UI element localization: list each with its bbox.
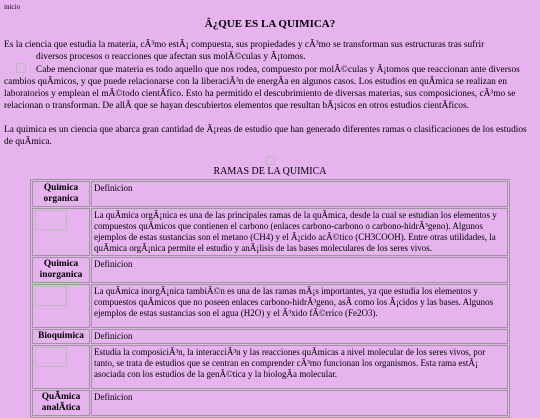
table-caption: RAMAS DE LA QUIMICA bbox=[213, 166, 327, 177]
top-nav bbox=[4, 3, 28, 11]
table-row bbox=[32, 345, 508, 389]
table-row bbox=[32, 257, 508, 283]
intro-line-1: Es la ciencia que estudia la materia, cÃ³mo estÃ¡ compuesta, sus propiedades y cÃ³mo se transforman sus estructuras tras sufrir bbox=[4, 40, 485, 50]
branch-image-cell bbox=[32, 208, 90, 256]
branch-name: Quimica organica bbox=[32, 181, 90, 207]
broken-image-icon bbox=[266, 156, 275, 165]
definition-text: La quÃmica orgÃ¡nica es una de las principales ramas de la quÃmica, desde la cual se estudian los elementos y compuestos quÃmicos que contienen el carbono (enlaces carbono-carbono o carbono-hidrÃ³geno). Algunos ejemplos de estas sustancias son el metano (CH4) y el Ã¡cido acÃ©tico (CH3COOH). Entre otras utilidades, la quÃmica orgÃ¡nica permite el estudio y anÃ¡lisis de las bases moleculares de los seres vivos. bbox=[91, 208, 508, 256]
materia-paragraph bbox=[4, 63, 534, 112]
branch-name: QuÃmica analÃtica bbox=[32, 390, 90, 416]
intro-line-2: diversos procesos o reacciones que afectan sus molÃ©culas y Ã¡tomos. bbox=[36, 52, 306, 62]
broken-image-icon bbox=[35, 286, 67, 306]
definition-label: Definicion bbox=[91, 181, 508, 207]
ramas-table bbox=[30, 179, 510, 418]
ramas-intro-paragraph: La quimica es un ciencia que abarca gran cantidad de Ã¡reas de estudio que han generado diferentes ramas o clasificaciones de los estudios de quÃmica. bbox=[4, 125, 527, 147]
intro-paragraph bbox=[4, 39, 534, 63]
broken-image-icon bbox=[35, 210, 67, 230]
table-row bbox=[32, 181, 508, 207]
broken-image-icon bbox=[16, 63, 26, 73]
nav-link-inicio[interactable]: inicio bbox=[4, 3, 20, 11]
table-row bbox=[32, 390, 508, 416]
branch-name: Bioquimica bbox=[32, 329, 90, 344]
table-row bbox=[32, 208, 508, 256]
definition-text: La quÃmica inorgÃ¡nica tambiÃ©n es una de las ramas mÃ¡s importantes, ya que estudia los elementos y compuestos quÃmicos que no poseen enlaces carbono-hidrÃ³geno, asÃ como los Ã¡cidos y las bases. Algunos ejemplos de estas sustancias son el agua (H2O) y el Ã³xido fÃ©rrico (Fe2O3). bbox=[91, 284, 508, 328]
definition-label: Definicion bbox=[91, 329, 508, 344]
branch-image-cell bbox=[32, 284, 90, 328]
page-title: Â¿QUE ES LA QUIMICA? bbox=[204, 18, 336, 30]
table-row bbox=[32, 284, 508, 328]
materia-text: Cabe mencionar que materia es todo aquello que nos rodea, compuesto por molÃ©culas y Ã¡tomos que reaccionan ante diversos cambios quÃmicos, y que puede relacionarse con la liberaciÃ³n de energÃa en algunos casos. Los estudios en quÃmica se realizan en laboratorios y emplean el mÃ©todo cientÃfico. Esto ha permitido el descubrimiento de diversas materias, sus composiciones, cÃ³mo se relacionan o transforman. De allÃ que se hayan descubiertos elementos que resultan bÃ¡sicos en otros estudios cientÃficos. bbox=[4, 65, 520, 111]
branch-name: Quimica inorganica bbox=[32, 257, 90, 283]
definition-label: Definicion bbox=[91, 390, 508, 416]
definition-label: Definicion bbox=[91, 257, 508, 283]
branch-image-cell bbox=[32, 345, 90, 389]
definition-text: Estudia la composiciÃ³n, la interacciÃ³n y las reacciones quÃmicas a nivel molecular de los seres vivos, por tanto, se trata de estudios que se centran en comprender cÃ³mo funcionan los organismos. Esta rama estÃ¡ asociada con los estudios de la genÃ©tica y la biologÃa molecular. bbox=[91, 345, 508, 389]
broken-image-icon bbox=[35, 347, 67, 367]
table-row bbox=[32, 329, 508, 344]
